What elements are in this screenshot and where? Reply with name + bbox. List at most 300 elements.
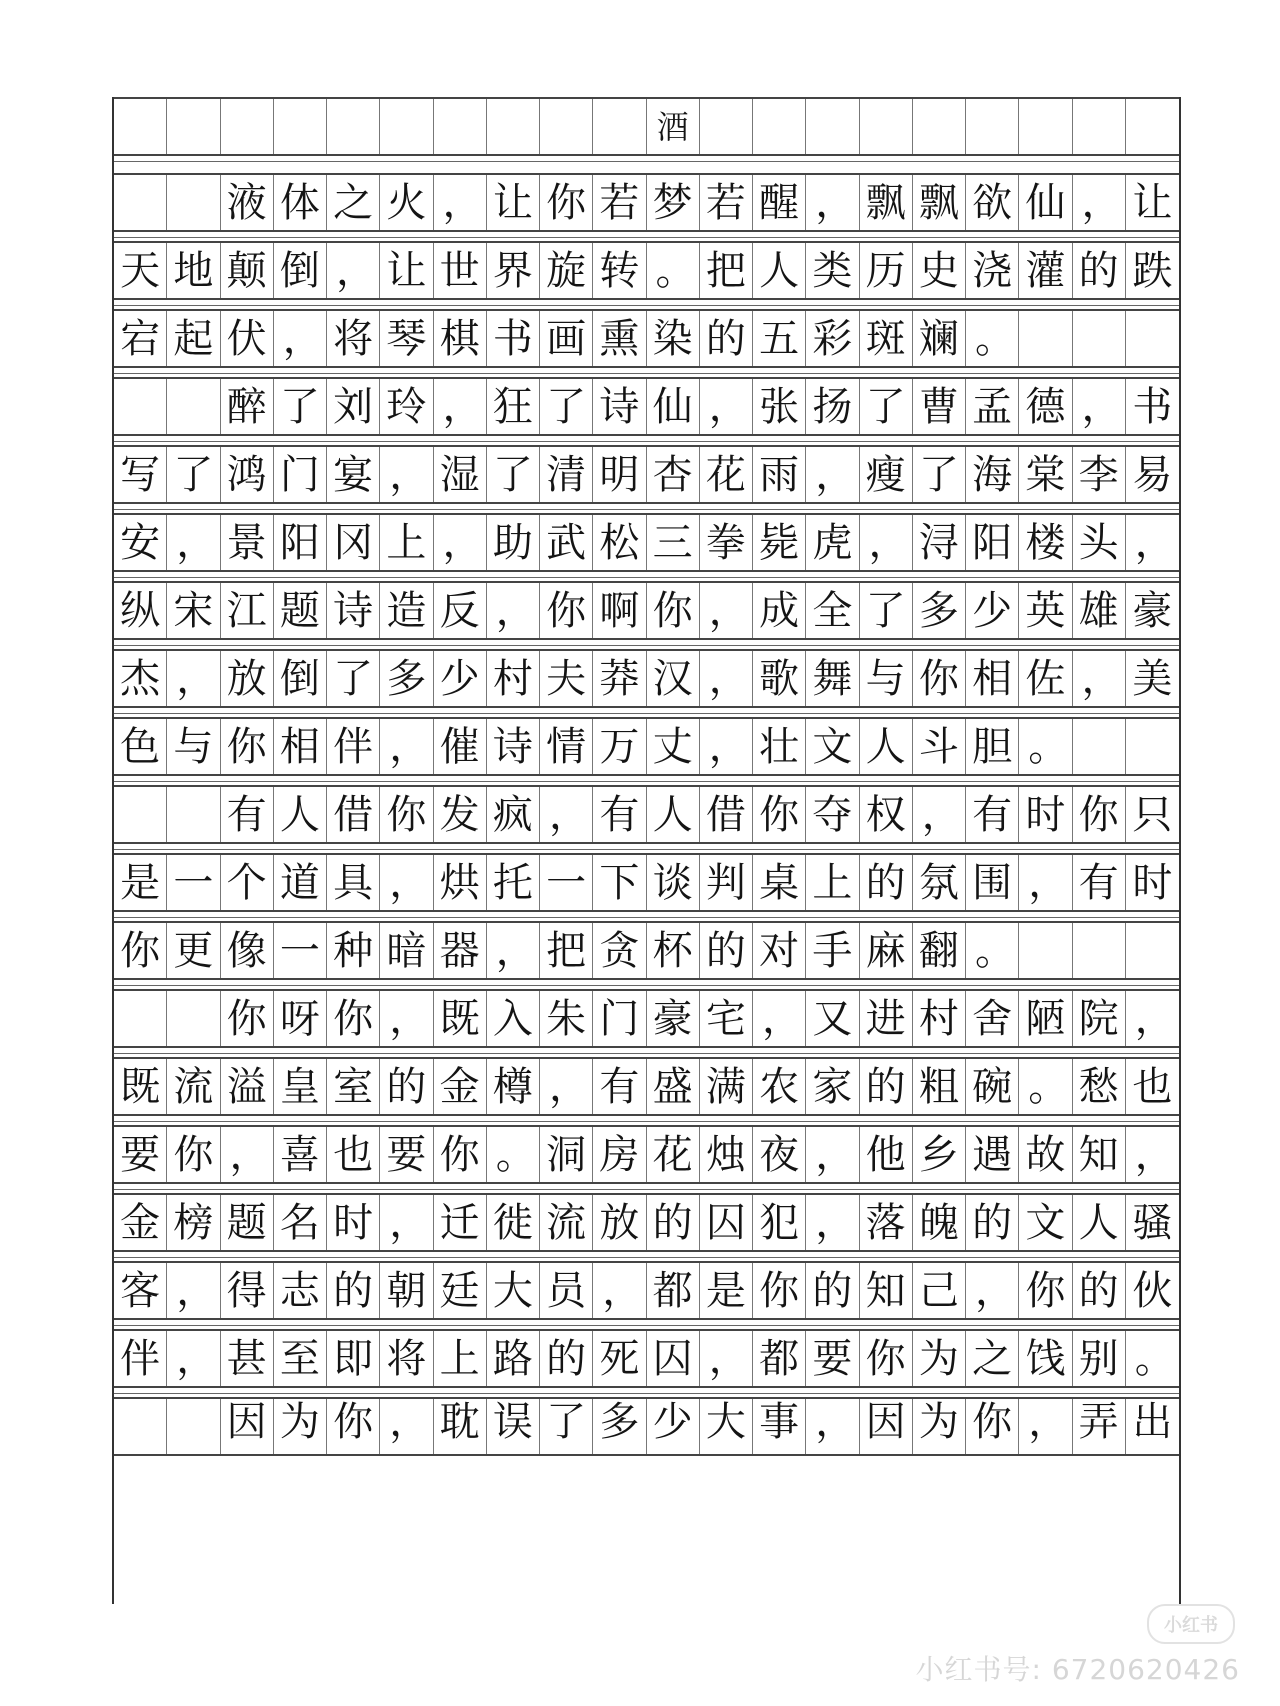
title-row bbox=[114, 97, 1179, 156]
char-cell: 家 bbox=[806, 1059, 859, 1114]
char-cell: ， bbox=[380, 1195, 433, 1250]
char-cell: 让 bbox=[487, 175, 540, 230]
text-row bbox=[114, 1057, 1179, 1116]
text-row bbox=[114, 445, 1179, 504]
grid-cell bbox=[913, 99, 966, 154]
text-row bbox=[114, 1329, 1179, 1388]
char-cell: 。 bbox=[487, 1127, 540, 1182]
char-cell: 又 bbox=[806, 991, 859, 1046]
char-cell: 彩 bbox=[806, 311, 859, 366]
char-cell: 了 bbox=[540, 1399, 593, 1454]
char-cell: 色 bbox=[114, 719, 167, 774]
char-cell: 歌 bbox=[753, 651, 806, 706]
row-gap-line bbox=[114, 1053, 1179, 1054]
char-cell: ， bbox=[380, 855, 433, 910]
char-cell: 仙 bbox=[1019, 175, 1072, 230]
char-cell: 事 bbox=[753, 1399, 806, 1454]
char-cell: 了 bbox=[327, 651, 380, 706]
char-cell: 人 bbox=[1073, 1195, 1126, 1250]
char-cell: ， bbox=[167, 1331, 220, 1386]
char-cell: 故 bbox=[1019, 1127, 1072, 1182]
char-cell: 瘦 bbox=[860, 447, 913, 502]
char-cell: 一 bbox=[274, 923, 327, 978]
char-cell: ， bbox=[327, 243, 380, 298]
grid-cell bbox=[434, 99, 487, 154]
char-cell: 死 bbox=[593, 1331, 646, 1386]
char-cell: 你 bbox=[753, 1263, 806, 1318]
char-cell: ， bbox=[540, 1059, 593, 1114]
char-cell: 有 bbox=[966, 787, 1019, 842]
char-cell: 明 bbox=[593, 447, 646, 502]
char-cell: 了 bbox=[913, 447, 966, 502]
char-cell: ， bbox=[1019, 855, 1072, 910]
char-cell: 伙 bbox=[1132, 1267, 1173, 1314]
char-cell: ， bbox=[380, 991, 433, 1046]
char-cell: 更 bbox=[167, 923, 220, 978]
grid-cell bbox=[540, 99, 593, 154]
char-cell: 有 bbox=[593, 787, 646, 842]
grid-cell bbox=[114, 1399, 167, 1454]
char-cell: 起 bbox=[167, 311, 220, 366]
char-cell: 麻 bbox=[860, 923, 913, 978]
char-cell: 史 bbox=[913, 243, 966, 298]
char-cell: 是 bbox=[114, 855, 167, 910]
char-cell: 夜 bbox=[753, 1127, 806, 1182]
char-cell: 啊 bbox=[593, 583, 646, 638]
char-cell: ， bbox=[806, 447, 859, 502]
char-cell: 像 bbox=[221, 923, 274, 978]
char-cell: 全 bbox=[806, 583, 859, 638]
char-cell: 都 bbox=[647, 1263, 700, 1318]
char-cell: 宋 bbox=[167, 583, 220, 638]
char-cell: 的 bbox=[1073, 1263, 1126, 1318]
char-cell: ， bbox=[753, 991, 806, 1046]
char-cell: 氛 bbox=[913, 855, 966, 910]
char-cell: 斑 bbox=[860, 311, 913, 366]
char-cell: 你 bbox=[221, 991, 274, 1046]
watermark-user-id: 小红书号: 6720620426 bbox=[915, 1653, 1240, 1686]
char-cell: 体 bbox=[274, 175, 327, 230]
char-cell: 火 bbox=[380, 175, 433, 230]
char-cell: 遇 bbox=[966, 1127, 1019, 1182]
char-cell: ， bbox=[806, 175, 859, 230]
char-cell: 具 bbox=[327, 855, 380, 910]
grid-cell bbox=[1126, 923, 1179, 978]
row-gap-line bbox=[114, 645, 1179, 646]
char-cell: 花 bbox=[647, 1127, 700, 1182]
char-cell: 把 bbox=[540, 923, 593, 978]
char-cell: 助 bbox=[487, 515, 540, 570]
char-cell: 浔 bbox=[913, 515, 966, 570]
char-cell: 得 bbox=[221, 1263, 274, 1318]
row-gap-line bbox=[114, 577, 1179, 578]
char-cell: 雄 bbox=[1073, 583, 1126, 638]
char-cell: 丈 bbox=[647, 719, 700, 774]
char-cell: 盛 bbox=[647, 1059, 700, 1114]
char-cell: 少 bbox=[966, 583, 1019, 638]
text-row bbox=[114, 1397, 1179, 1456]
char-cell: 愁 bbox=[1073, 1059, 1126, 1114]
char-cell: 莽 bbox=[593, 651, 646, 706]
char-cell: 伏 bbox=[221, 311, 274, 366]
grid-cell bbox=[1073, 311, 1126, 366]
char-cell: 鸿 bbox=[221, 447, 274, 502]
char-cell: 倒 bbox=[274, 651, 327, 706]
char-cell: 村 bbox=[913, 991, 966, 1046]
char-cell: 借 bbox=[327, 787, 380, 842]
char-cell: 种 bbox=[327, 923, 380, 978]
manuscript-grid-paper bbox=[112, 97, 1181, 1604]
row-gap-line bbox=[114, 509, 1179, 510]
char-cell: 易 bbox=[1132, 451, 1173, 498]
char-cell: 让 bbox=[380, 243, 433, 298]
char-cell: ， bbox=[1073, 175, 1126, 230]
char-cell: 汉 bbox=[647, 651, 700, 706]
char-cell: 的 bbox=[700, 311, 753, 366]
char-cell: 误 bbox=[487, 1399, 540, 1454]
char-cell: 一 bbox=[540, 855, 593, 910]
grid-cell bbox=[806, 99, 859, 154]
char-cell: 你 bbox=[221, 719, 274, 774]
char-cell: 甚 bbox=[221, 1331, 274, 1386]
char-cell: 既 bbox=[434, 991, 487, 1046]
char-cell: 要 bbox=[806, 1331, 859, 1386]
grid-cell bbox=[966, 99, 1019, 154]
grid-cell bbox=[1073, 719, 1126, 774]
char-cell: 诗 bbox=[327, 583, 380, 638]
char-cell: 毙 bbox=[753, 515, 806, 570]
char-cell: ， bbox=[221, 1127, 274, 1182]
char-cell: 只 bbox=[1132, 791, 1173, 838]
char-cell: 刘 bbox=[327, 379, 380, 434]
char-cell: ， bbox=[1134, 1131, 1175, 1178]
char-cell: 扬 bbox=[806, 379, 859, 434]
char-cell: ， bbox=[1134, 519, 1175, 566]
text-row bbox=[114, 1193, 1179, 1252]
grid-cell bbox=[327, 99, 380, 154]
text-row bbox=[114, 853, 1179, 912]
char-cell: 让 bbox=[1132, 179, 1173, 226]
char-cell: 拳 bbox=[700, 515, 753, 570]
char-cell: 了 bbox=[860, 379, 913, 434]
char-cell: 三 bbox=[647, 515, 700, 570]
text-row bbox=[114, 785, 1179, 844]
char-cell: 雨 bbox=[753, 447, 806, 502]
char-cell: 题 bbox=[274, 583, 327, 638]
char-cell: 界 bbox=[487, 243, 540, 298]
row-gap-line bbox=[114, 1257, 1179, 1258]
row-gap-line bbox=[114, 1121, 1179, 1122]
char-cell: 醉 bbox=[221, 379, 274, 434]
char-cell: 陋 bbox=[1019, 991, 1072, 1046]
char-cell: 颠 bbox=[221, 243, 274, 298]
char-cell: 将 bbox=[327, 311, 380, 366]
char-cell: 相 bbox=[274, 719, 327, 774]
char-cell: 之 bbox=[327, 175, 380, 230]
char-cell: 反 bbox=[434, 583, 487, 638]
char-cell: 了 bbox=[487, 447, 540, 502]
char-cell: 将 bbox=[380, 1331, 433, 1386]
char-cell: 徙 bbox=[487, 1195, 540, 1250]
char-cell: 的 bbox=[647, 1195, 700, 1250]
char-cell: 因 bbox=[221, 1399, 274, 1454]
char-cell: ， bbox=[1019, 1399, 1072, 1454]
char-cell: 了 bbox=[860, 583, 913, 638]
char-cell: 知 bbox=[1073, 1127, 1126, 1182]
char-cell: 壮 bbox=[753, 719, 806, 774]
char-cell: 金 bbox=[114, 1195, 167, 1250]
char-cell: 你 bbox=[327, 991, 380, 1046]
char-cell: 也 bbox=[1132, 1063, 1173, 1110]
char-cell: 文 bbox=[1019, 1195, 1072, 1250]
char-cell: ， bbox=[434, 175, 487, 230]
char-cell: ， bbox=[487, 923, 540, 978]
row-gap-line bbox=[114, 917, 1179, 918]
char-cell: 少 bbox=[647, 1399, 700, 1454]
char-cell: 知 bbox=[860, 1263, 913, 1318]
row-gap-line bbox=[114, 985, 1179, 986]
char-cell: 放 bbox=[593, 1195, 646, 1250]
char-cell: 的 bbox=[380, 1059, 433, 1114]
row-gap-line bbox=[114, 237, 1179, 238]
char-cell: 上 bbox=[806, 855, 859, 910]
char-cell: 伴 bbox=[327, 719, 380, 774]
char-cell: ， bbox=[966, 1263, 1019, 1318]
char-cell: 转 bbox=[593, 243, 646, 298]
char-cell: 伴 bbox=[114, 1331, 167, 1386]
char-cell: 器 bbox=[434, 923, 487, 978]
char-cell: 的 bbox=[700, 923, 753, 978]
char-cell: 海 bbox=[966, 447, 1019, 502]
char-cell: 你 bbox=[1073, 787, 1126, 842]
char-cell: 书 bbox=[1132, 383, 1173, 430]
char-cell: 了 bbox=[540, 379, 593, 434]
char-cell: 借 bbox=[700, 787, 753, 842]
xiaohongshu-logo bbox=[1147, 1604, 1235, 1644]
char-cell: 历 bbox=[860, 243, 913, 298]
char-cell: 画 bbox=[540, 311, 593, 366]
char-cell: 名 bbox=[274, 1195, 327, 1250]
grid-cell bbox=[1126, 99, 1179, 154]
grid-cell bbox=[1126, 311, 1179, 366]
char-cell: 院 bbox=[1073, 991, 1126, 1046]
char-cell: 张 bbox=[753, 379, 806, 434]
char-cell: 耽 bbox=[434, 1399, 487, 1454]
char-cell: 醒 bbox=[753, 175, 806, 230]
char-cell: 湿 bbox=[434, 447, 487, 502]
char-cell: 朱 bbox=[540, 991, 593, 1046]
char-cell: 大 bbox=[487, 1263, 540, 1318]
char-cell: 杏 bbox=[647, 447, 700, 502]
char-cell: 志 bbox=[274, 1263, 327, 1318]
char-cell: 。 bbox=[1134, 1335, 1175, 1382]
char-cell: 喜 bbox=[274, 1127, 327, 1182]
grid-cell bbox=[1073, 923, 1126, 978]
char-cell: 浇 bbox=[966, 243, 1019, 298]
char-cell: ， bbox=[540, 787, 593, 842]
char-cell: 宕 bbox=[114, 311, 167, 366]
char-cell: 有 bbox=[593, 1059, 646, 1114]
char-cell: 飘 bbox=[913, 175, 966, 230]
char-cell: 贪 bbox=[593, 923, 646, 978]
char-cell: 对 bbox=[753, 923, 806, 978]
char-cell: 的 bbox=[966, 1195, 1019, 1250]
char-cell: 上 bbox=[434, 1331, 487, 1386]
grid-cell bbox=[114, 175, 167, 230]
char-cell: 廷 bbox=[434, 1263, 487, 1318]
char-cell: 为 bbox=[913, 1399, 966, 1454]
char-cell: 满 bbox=[700, 1059, 753, 1114]
row-gap-line bbox=[114, 1189, 1179, 1190]
char-cell: 入 bbox=[487, 991, 540, 1046]
char-cell: 。 bbox=[647, 243, 700, 298]
grid-cell bbox=[114, 379, 167, 434]
char-cell: 桌 bbox=[753, 855, 806, 910]
char-cell: 粗 bbox=[913, 1059, 966, 1114]
char-cell: 江 bbox=[221, 583, 274, 638]
char-cell: 若 bbox=[593, 175, 646, 230]
char-cell: 你 bbox=[114, 923, 167, 978]
char-cell: ， bbox=[487, 583, 540, 638]
char-cell: 冈 bbox=[327, 515, 380, 570]
char-cell: 你 bbox=[1019, 1263, 1072, 1318]
char-cell: 舞 bbox=[806, 651, 859, 706]
char-cell: 人 bbox=[753, 243, 806, 298]
char-cell: 多 bbox=[913, 583, 966, 638]
char-cell: 你 bbox=[434, 1127, 487, 1182]
row-gap-line bbox=[114, 781, 1179, 782]
char-cell: 流 bbox=[540, 1195, 593, 1250]
char-cell: 李 bbox=[1073, 447, 1126, 502]
char-cell: 天 bbox=[114, 243, 167, 298]
text-row bbox=[114, 1125, 1179, 1184]
char-cell: 英 bbox=[1019, 583, 1072, 638]
char-cell: 为 bbox=[274, 1399, 327, 1454]
char-cell: 你 bbox=[540, 583, 593, 638]
char-cell: 既 bbox=[114, 1059, 167, 1114]
grid-cell bbox=[167, 991, 220, 1046]
char-cell: 灌 bbox=[1019, 243, 1072, 298]
char-cell: ， bbox=[700, 719, 753, 774]
char-cell: 多 bbox=[380, 651, 433, 706]
char-cell: 员 bbox=[540, 1263, 593, 1318]
char-cell: 你 bbox=[380, 787, 433, 842]
char-cell: 多 bbox=[593, 1399, 646, 1454]
char-cell: 孟 bbox=[966, 379, 1019, 434]
char-cell: 围 bbox=[966, 855, 1019, 910]
char-cell: 液 bbox=[221, 175, 274, 230]
char-cell: 的 bbox=[860, 1059, 913, 1114]
char-cell: 别 bbox=[1073, 1331, 1126, 1386]
char-cell: 阳 bbox=[274, 515, 327, 570]
char-cell: 骚 bbox=[1132, 1199, 1173, 1246]
char-cell: 阳 bbox=[966, 515, 1019, 570]
char-cell: 皇 bbox=[274, 1059, 327, 1114]
char-cell: 农 bbox=[753, 1059, 806, 1114]
char-cell: ， bbox=[380, 719, 433, 774]
char-cell: 情 bbox=[540, 719, 593, 774]
char-cell: 门 bbox=[593, 991, 646, 1046]
grid-cell bbox=[114, 99, 167, 154]
char-cell: 地 bbox=[167, 243, 220, 298]
char-cell: 出 bbox=[1132, 1399, 1173, 1445]
char-cell: 舍 bbox=[966, 991, 1019, 1046]
char-cell: ， bbox=[1073, 379, 1126, 434]
char-cell: 乡 bbox=[913, 1127, 966, 1182]
text-row bbox=[114, 1261, 1179, 1320]
char-cell: 金 bbox=[434, 1059, 487, 1114]
char-cell: ， bbox=[274, 311, 327, 366]
char-cell: 染 bbox=[647, 311, 700, 366]
row-gap-line bbox=[114, 305, 1179, 306]
char-cell: 杯 bbox=[647, 923, 700, 978]
row-gap-line bbox=[114, 1325, 1179, 1326]
watermark-logo-text: 小红书 bbox=[1164, 1615, 1218, 1636]
grid-cell bbox=[1019, 311, 1072, 366]
char-cell: 魄 bbox=[913, 1195, 966, 1250]
char-cell: 美 bbox=[1132, 655, 1173, 702]
char-cell: 诗 bbox=[487, 719, 540, 774]
char-cell: 世 bbox=[434, 243, 487, 298]
char-cell: 造 bbox=[380, 583, 433, 638]
char-cell: 的 bbox=[1073, 243, 1126, 298]
char-cell: ， bbox=[700, 583, 753, 638]
char-cell: 你 bbox=[327, 1399, 380, 1454]
char-cell: 跌 bbox=[1132, 247, 1173, 294]
char-cell: ， bbox=[167, 651, 220, 706]
char-cell: ， bbox=[167, 515, 220, 570]
row-gap-line bbox=[114, 441, 1179, 442]
char-cell: 胆 bbox=[966, 719, 1019, 774]
char-cell: 落 bbox=[860, 1195, 913, 1250]
char-cell: 若 bbox=[700, 175, 753, 230]
char-cell: 曹 bbox=[913, 379, 966, 434]
grid-cell bbox=[860, 99, 913, 154]
char-cell: 花 bbox=[700, 447, 753, 502]
char-cell: 因 bbox=[860, 1399, 913, 1454]
char-cell: 朝 bbox=[380, 1263, 433, 1318]
char-cell: 发 bbox=[434, 787, 487, 842]
char-cell: 要 bbox=[380, 1127, 433, 1182]
char-cell: 少 bbox=[434, 651, 487, 706]
char-cell: 你 bbox=[753, 787, 806, 842]
char-cell: 棠 bbox=[1019, 447, 1072, 502]
char-cell: 手 bbox=[806, 923, 859, 978]
char-cell: 旋 bbox=[540, 243, 593, 298]
char-cell: ， bbox=[434, 515, 487, 570]
grid-cell bbox=[487, 99, 540, 154]
char-cell: 梦 bbox=[647, 175, 700, 230]
grid-cell bbox=[593, 99, 646, 154]
char-cell: 路 bbox=[487, 1331, 540, 1386]
grid-cell bbox=[167, 787, 220, 842]
grid-cell bbox=[221, 99, 274, 154]
char-cell: ， bbox=[806, 1399, 859, 1454]
grid-cell bbox=[753, 99, 806, 154]
char-cell: 的 bbox=[860, 855, 913, 910]
char-cell: ， bbox=[1134, 995, 1175, 1042]
char-cell: 书 bbox=[487, 311, 540, 366]
char-cell: 虎 bbox=[806, 515, 859, 570]
char-cell: 人 bbox=[647, 787, 700, 842]
grid-cell bbox=[167, 99, 220, 154]
char-cell: 迁 bbox=[434, 1195, 487, 1250]
char-cell: 。 bbox=[966, 311, 1019, 366]
char-cell: 门 bbox=[274, 447, 327, 502]
char-cell: 流 bbox=[167, 1059, 220, 1114]
grid-cell bbox=[167, 379, 220, 434]
char-cell: 写 bbox=[114, 447, 167, 502]
